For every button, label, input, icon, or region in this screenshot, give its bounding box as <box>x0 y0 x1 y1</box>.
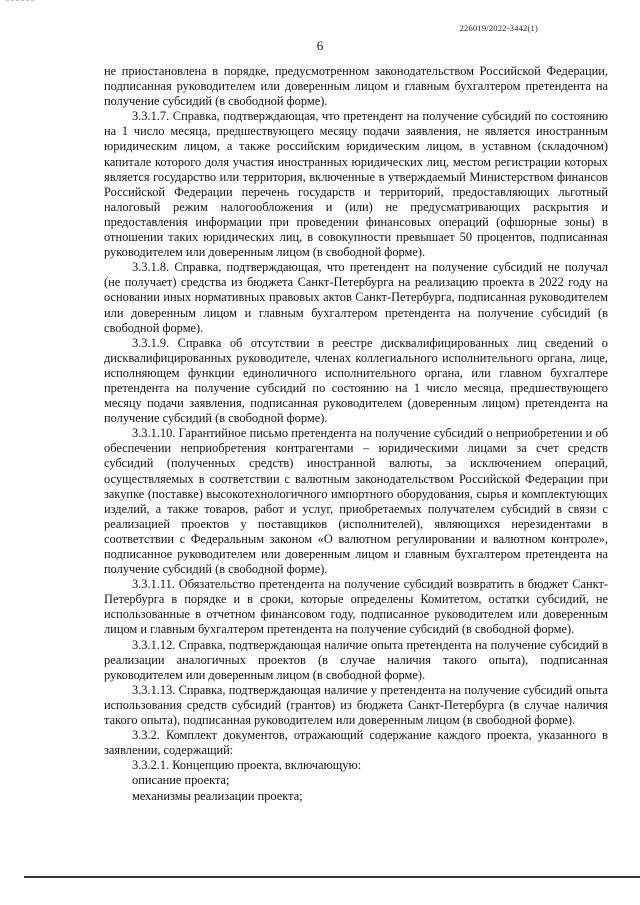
paragraph-3-3-1-7: 3.3.1.7. Справка, подтверждающая, что претендент на получение субсидий по состоянию на 1 число месяца, предшествующего месяцу подачи заявления, не является иностранным юридическим лицом, а также российским юридическим лицом, в уставном (складочном) капитале которого доля участия иностранных юридических лиц, местом регистрации которых является государство или территория, включенные в утверждаемый Министерством финансов Российской Федерации перечень государств и территорий, предоставляющих льготный налоговый режим налогообложения и (или) не предусматривающих раскрытия и предоставления информации при проведении финансовых операций (офшорные зоны) в отношении таких юридических лиц, в совокупности превышает 50 процентов, подписанная руководителем или доверенным лицом (в свободной форме). <box>104 109 608 260</box>
page-number: 6 <box>316 38 324 53</box>
paragraph-3-3-1-13: 3.3.1.13. Справка, подтверждающая наличие у претендента на получение субсидий опыта использования средств субсидий (грантов) из бюджета Санкт-Петербурга (в случае наличия такого опыта), подписанная руководителем или доверенным лицом (в свободной форме). <box>104 682 608 728</box>
list-item: механизмы реализации проекта; <box>132 788 303 803</box>
paragraph-3-3-1-11: 3.3.1.11. Обязательство претендента на получение субсидий возвратить в бюджет Санкт-Петербурга в порядке и в сроки, которые определены Комитетом, остатки субсидий, не использованные в отчетном финансовом году, подписанное руководителем или доверенным лицом и главным бухгалтером претендента на получение субсидий (в свободной форме). <box>104 577 608 637</box>
page-bottom-rule <box>24 876 640 881</box>
list-item: описание проекта; <box>132 773 230 788</box>
paragraph-3-3-1-8: 3.3.1.8. Справка, подтверждающая, что претендент на получение субсидий не получал (не получает) средства из бюджета Санкт-Петербурга на реализацию проекта в 2022 году на основании иных нормативных правовых актов Санкт-Петербурга, подписанная руководителем или доверенным лицом и главным бухгалтером претендента на получение субсидий (в свободной форме). <box>104 260 608 335</box>
paragraph-3-3-1-9: 3.3.1.9. Справка об отсутствии в реестре дисквалифицированных лиц сведений о дисквалифицированных руководителе, членах коллегиального исполнительного органа, лице, исполняющем функции единоличного исполнительного органа, или главном бухгалтере претендента на получение субсидий по состоянию на 1 число месяца, предшествующего месяцу подачи заявления, подписанная руководителем (доверенным лицом) претендента на получение субсидий (в свободной форме). <box>104 335 608 426</box>
paragraph-3-3-1-10: 3.3.1.10. Гарантийное письмо претендента на получение субсидий о неприобретении и об обеспечении неприобретения контрагентами – юридическими лицами за счет средств субсидий (полученных средств) иностранной валюты, за исключением операций, осуществляемых в соответствии с валютным законодательством Российской Федерации при закупке (поставке) высокотехнологичного импортного оборудования, сырья и комплектующих изделий, а также товаров, работ и услуг, приобретаемых получателем субсидий в связи с реализацией проектов у поставщиков (исполнителей), являющихся нерезидентами в соответствии с Федеральным законом «О валютном регулировании и валютном контроле», подписанное руководителем или доверенным лицом и главным бухгалтером претендента на получение субсидий (в свободной форме). <box>104 426 608 577</box>
paragraph-3-3-2: 3.3.2. Комплект документов, отражающий содержание каждого проекта, указанного в заявлении, содержащий: <box>104 728 608 758</box>
paragraph-3-3-1-12: 3.3.1.12. Справка, подтверждающая наличие опыта претендента на получение субсидий в реализации аналогичных проектов (в случае наличия такого опыта), подписанная руководителем или доверенным лицом (в свободной форме). <box>104 637 608 682</box>
scan-artifact <box>6 0 34 5</box>
document-body <box>104 64 608 804</box>
paragraph-3-3-2-1: 3.3.2.1. Концепцию проекта, включающую: <box>132 758 362 773</box>
paragraph-continuation: не приостановлена в порядке, предусмотренном законодательством Российской Федерации, подписанная руководителем или доверенным лицом и главным бухгалтером претендента на получение субсидий (в свободной форме). <box>104 64 608 109</box>
document-number: 226019/2022-3442(1) <box>459 23 538 33</box>
